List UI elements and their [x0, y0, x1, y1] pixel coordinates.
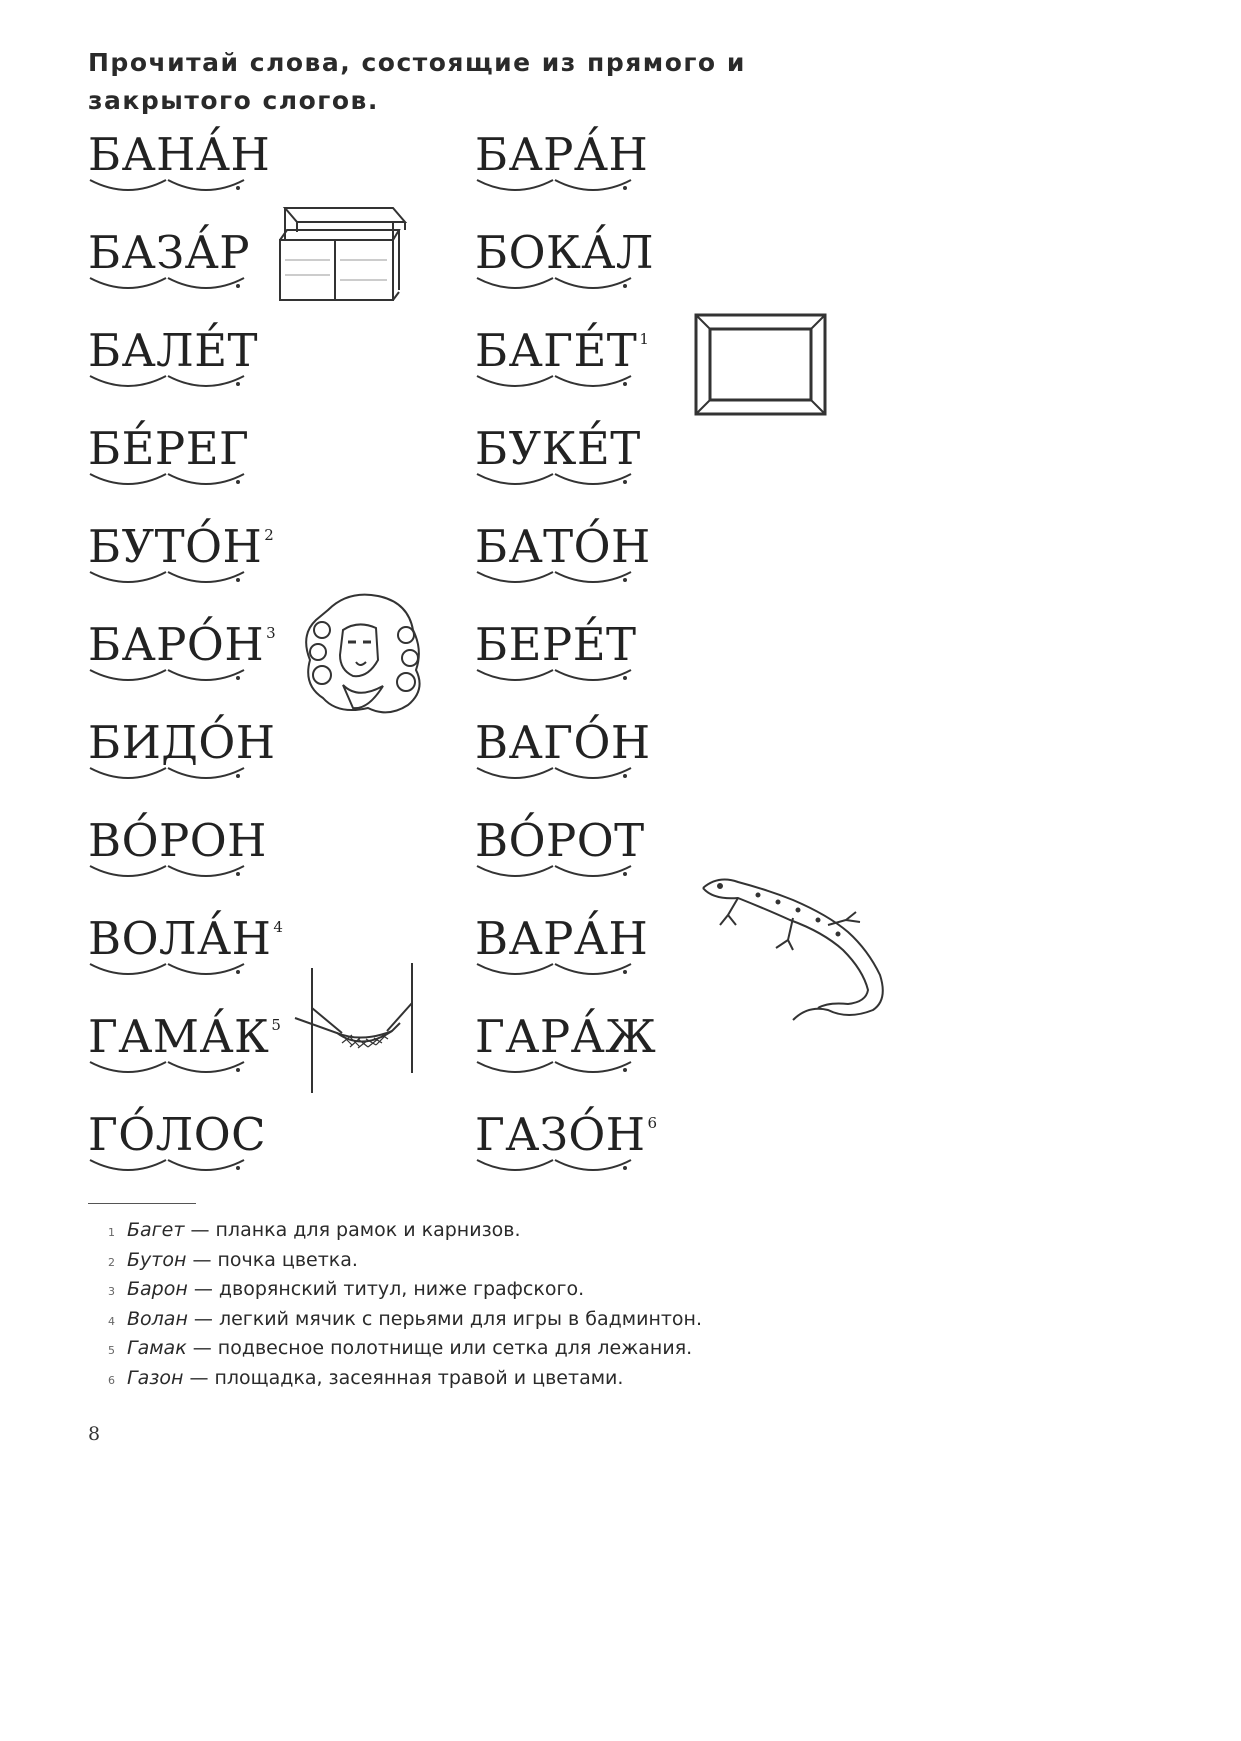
- word-text: БОКА́Л: [475, 226, 654, 279]
- syllable-arcs: [475, 766, 645, 786]
- market-stall-icon: [275, 200, 410, 310]
- footnote-divider: [88, 1203, 196, 1204]
- footnote-4: $^4$ Волан — легкий мячик с перьями для игры в бадминтон.: [108, 1307, 703, 1330]
- word-text: БАРО́Н $^3$: [88, 618, 277, 671]
- footnote-6: $^6$ Газон — площадка, засеянная травой и цветами.: [108, 1366, 624, 1389]
- syllable-arcs: [475, 668, 645, 688]
- word-text: ГАМА́К $^5$: [88, 1010, 282, 1063]
- syllable-arcs: [88, 962, 258, 982]
- page-number: 8: [88, 1423, 101, 1445]
- word-text: БЕРЕ́Т: [475, 618, 637, 671]
- word-text: БУКЕ́Т: [475, 422, 641, 475]
- word-text: ВАРА́Н: [475, 912, 649, 965]
- syllable-arcs: [475, 962, 645, 982]
- syllable-arcs: [88, 1060, 258, 1080]
- word-text: ГО́ЛОС: [88, 1108, 267, 1161]
- word-text: БУТО́Н $^2$: [88, 520, 275, 573]
- syllable-arcs: [475, 374, 645, 394]
- word-text: ГАРА́Ж: [475, 1010, 657, 1063]
- word-text: БИДО́Н: [88, 716, 276, 769]
- word-text: БАГЕ́Т $^1$: [475, 324, 650, 377]
- syllable-arcs: [475, 570, 645, 590]
- syllable-arcs: [475, 178, 645, 198]
- syllable-arcs: [88, 668, 258, 688]
- syllable-arcs: [88, 178, 258, 198]
- hammock-icon: [292, 963, 422, 1098]
- footnote-5: $^5$ Гамак — подвесное полотнище или сетка для лежания.: [108, 1337, 693, 1359]
- syllable-arcs: [88, 1158, 258, 1178]
- word-text: БАЛЕ́Т: [88, 324, 259, 377]
- word-text: БАЗА́Р: [88, 226, 251, 279]
- syllable-arcs: [88, 276, 258, 296]
- syllable-arcs: [88, 570, 258, 590]
- picture-frame-icon: [693, 312, 828, 417]
- lizard-icon: [698, 870, 898, 1030]
- word-text: БАРА́Н: [475, 128, 649, 181]
- syllable-arcs: [88, 472, 258, 492]
- instruction-heading: Прочитай слова, состоящие из прямого и закрытого слогов.: [88, 48, 746, 115]
- footnote-3: $^3$ Барон — дворянский титул, ниже графского.: [108, 1278, 585, 1300]
- word-text: ВО́РОН: [88, 814, 267, 867]
- syllable-arcs: [475, 472, 645, 492]
- syllable-arcs: [475, 276, 645, 296]
- syllable-arcs: [88, 766, 258, 786]
- syllable-arcs: [88, 374, 258, 394]
- word-text: ВОЛА́Н $^4$: [88, 912, 284, 965]
- word-text: БЕ́РЕГ: [88, 422, 250, 475]
- syllable-arcs: [475, 1158, 645, 1178]
- syllable-arcs: [475, 864, 645, 884]
- footnotes: [108, 1216, 702, 1393]
- word-text: БАТО́Н: [475, 520, 651, 573]
- baron-portrait-icon: [298, 590, 433, 720]
- word-text: ВО́РОТ: [475, 814, 645, 867]
- word-text: ВАГО́Н: [475, 716, 651, 769]
- footnote-2: $^2$ Бутон — почка цветка.: [108, 1248, 358, 1271]
- word-text: ГАЗО́Н $^6$: [475, 1108, 658, 1161]
- word-text: БАНА́Н: [88, 128, 271, 181]
- syllable-arcs: [475, 1060, 645, 1080]
- syllable-arcs: [88, 864, 258, 884]
- footnote-1: $^1$ Багет — планка для рамок и карнизов.: [108, 1219, 521, 1241]
